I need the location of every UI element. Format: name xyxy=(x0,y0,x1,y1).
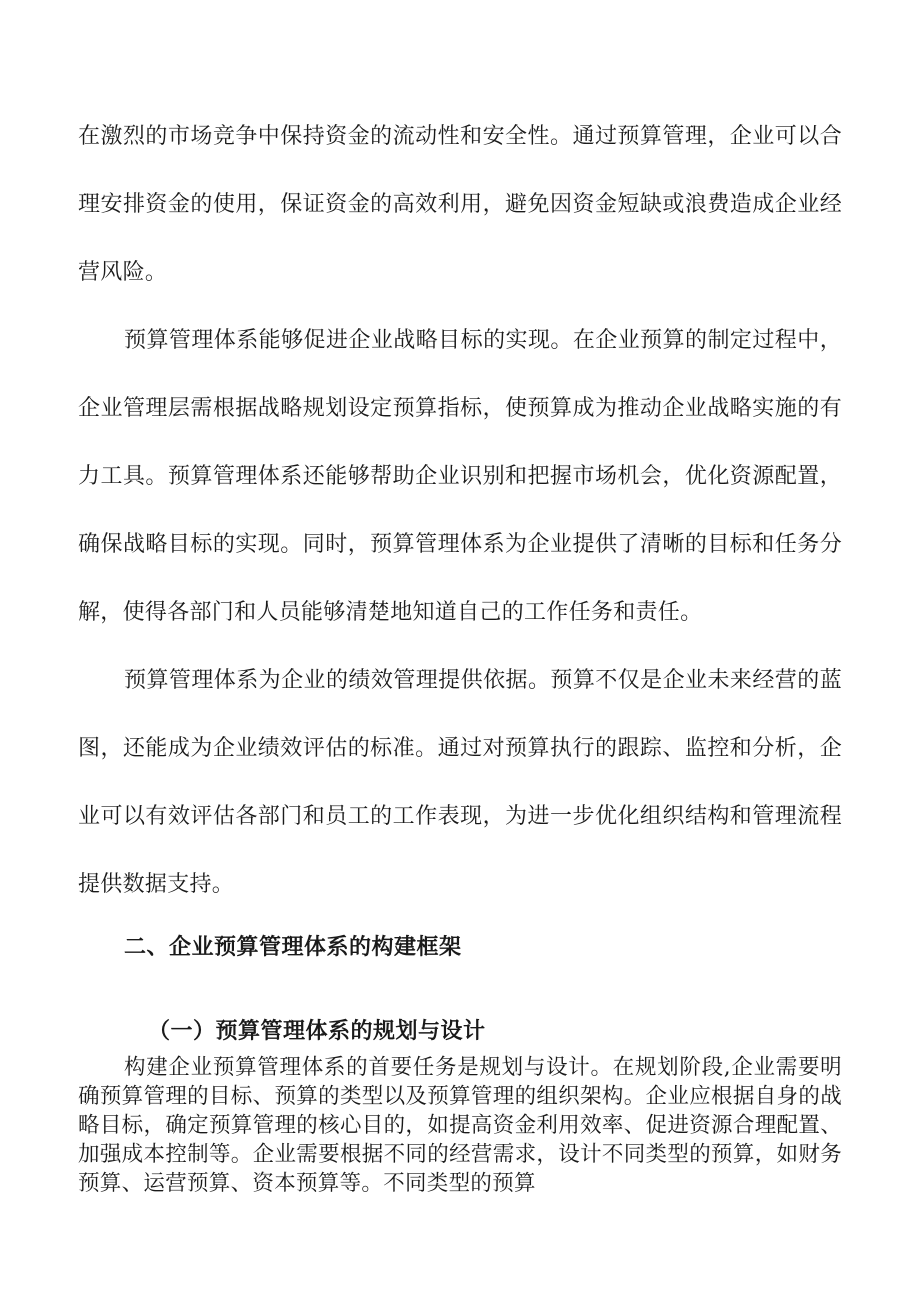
body-paragraph-liquidity: 在激烈的市场竞争中保持资金的流动性和安全性。通过预算管理，企业可以合理安排资金的使用，保证资金的高效利用，避免因资金短缺或浪费造成企业经营风险。 xyxy=(78,124,842,285)
body-paragraph-strategy: 预算管理体系能够促进企业战略目标的实现。在企业预算的制定过程中，企业管理层需根据战略规划设定预算指标，使预算成为推动企业战略实施的有力工具。预算管理体系还能够帮助企业识别和把握市场机会，优化资源配置，确保战略目标的实现。同时，预算管理体系为企业提供了清晰的目标和任务分解，使得各部门和人员能够清楚地知道自己的工作任务和责任。 xyxy=(78,328,842,625)
section-heading: 二、企业预算管理体系的构建框架 xyxy=(124,934,462,960)
body-paragraph-planning: 构建企业预算管理体系的首要任务是规划与设计。在规划阶段,企业需要明确预算管理的目标、预算的类型以及预算管理的组织架构。企业应根据自身的战略目标，确定预算管理的核心目的，如提高资金利用效率、促进资源合理配置、加强成本控制等。企业需要根据不同的经营需求，设计不同类型的预算，如财务预算、运营预算、资本预算等。不同类型的预算 xyxy=(78,1055,842,1196)
body-paragraph-performance: 预算管理体系为企业的绩效管理提供依据。预算不仅是企业未来经营的蓝图，还能成为企业绩效评估的标准。通过对预算执行的跟踪、监控和分析，企业可以有效评估各部门和员工的工作表现，为进一步优化组织结构和管理流程提供数据支持。 xyxy=(78,668,842,897)
subsection-heading: （一）预算管理体系的规划与设计 xyxy=(148,1018,486,1044)
